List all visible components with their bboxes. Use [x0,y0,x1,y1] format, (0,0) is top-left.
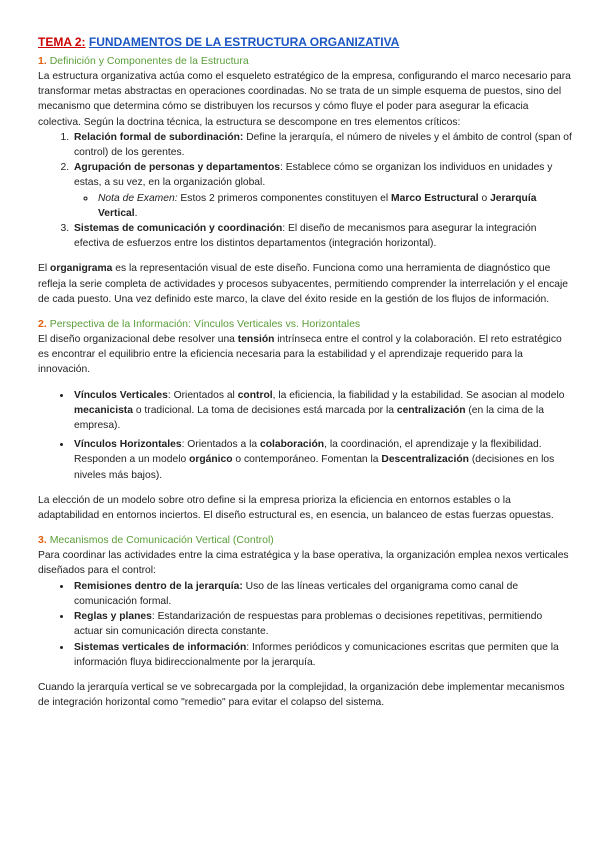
section-2-title: Perspectiva de la Información: Vínculos Verticales vs. Horizontales [49,318,361,331]
page-title [38,34,572,50]
list-item: • Reglas y planes: Estandarización de respuestas para problemas o decisiones repetitivas, permitiendo actuar sin comunicación directa constante. [72,609,572,639]
section-1-heading [38,54,572,69]
list-item: 1. Relación formal de subordinación: Define la jerarquía, el número de niveles y el ámbito de control (span of control) de los gerentes. [72,130,572,160]
exam-note: ◦ Nota de Examen: Estos 2 primeros componentes constituyen el Marco Estructural o Jerarquía Vertical. [96,191,572,221]
section-3-intro: Para coordinar las actividades entre la cima estratégica y la base operativa, la organización emplea nexos verticales diseñados para el control: [38,550,569,577]
section-3-title: Mecanismos de Comunicación Vertical (Control) [49,534,274,547]
list-item: • Sistemas verticales de información: Informes periódicos y comunicaciones escritas que permiten que la información fluya bidireccionalmente por la jerarquía. [72,640,572,670]
section-1-outro: El organigrama es la representación visual de este diseño. Funciona como una herramienta de diagnóstico que refleja la serie completa de actividades y procesos subyacentes, permitiendo comprender la interrelación y el encaje de cada puesto. Una vez definido este marco, la clave del éxito reside en la gestión de los flujos de información. [38,263,568,305]
section-3-outro: Cuando la jerarquía vertical se ve sobrecargada por la complejidad, la organización debe implementar mecanismos de integración horizontal como "remedio" para evitar el colapso del sistema. [38,681,565,709]
list-item: • Remisiones dentro de la jerarquía: Uso de las líneas verticales del organigrama como canal de comunicación formal. [72,579,572,609]
list-item: 3. Sistemas de comunicación y coordinación: El diseño de mecanismos para asegurar la integración efectiva de esfuerzos entre los distintos departamentos (integración horizontal). [72,221,572,251]
list-item: • Vínculos Horizontales: Orientados a la colaboración, la coordinación, el aprendizaje y la flexibilidad. Responden a un modelo orgánico o contemporáneo. Fomentan la Descentralización (decisiones en los niveles más bajos). [72,437,572,483]
title-text: FUNDAMENTOS DE LA ESTRUCTURA ORGANIZATIVA [88,35,400,49]
list-item: • Vínculos Verticales: Orientados al control, la eficiencia, la fiabilidad y la estabilidad. Se asocian al modelo mecanicista o tradicional. La toma de decisiones está marcada por la centralización (en la cima de la empresa). [72,388,572,434]
section-1-list [38,130,572,252]
list-item: 2. Agrupación de personas y departamentos: Establece cómo se organizan los individuos en unidades y estas, a su vez, en la organización global. ◦ Nota de Examen: Estos 2 primeros componentes constituyen el Marco Estructural o Jerarquía Vertical. [72,160,572,221]
section-1-intro: La estructura organizativa actúa como el esqueleto estratégico de la empresa, configurando el marco necesario para transformar metas abstractas en operaciones coordinadas. No se trata de un simple esquema de puestos, sino del mecanismo que determina cómo se distribuyen los recursos y cómo fluye el poder para asegurar la eficacia colectiva. Según la doctrina técnica, la estructura se descompone en tres elementos críticos: [38,71,571,128]
exam-note-list [74,191,572,221]
section-3-heading [38,533,572,548]
section-3-number: 3. [38,534,47,547]
section-2-number: 2. [38,318,47,331]
title-number: TEMA 2: [38,35,86,49]
section-1-number: 1. [38,55,47,67]
section-2-outro: La elección de un modelo sobre otro define si la empresa prioriza la eficiencia en entornos estables o la adaptabilidad en entornos inciertos. El diseño estructural es, en esencia, un balanceo de estas fuerzas opuestas. [38,494,554,522]
section-2-intro: El diseño organizacional debe resolver una tensión intrínseca entre el control y la colaboración. El reto estratégico es encontrar el equilibrio entre la eficiencia necesaria para la estabilidad y el aprendizaje requerido para la innovación. [38,334,562,376]
section-2-heading [38,317,572,332]
section-3-list [38,579,572,670]
section-1-title: Definición y Componentes de la Estructura [49,55,249,67]
document-page [38,34,572,710]
section-2-list [38,388,572,483]
